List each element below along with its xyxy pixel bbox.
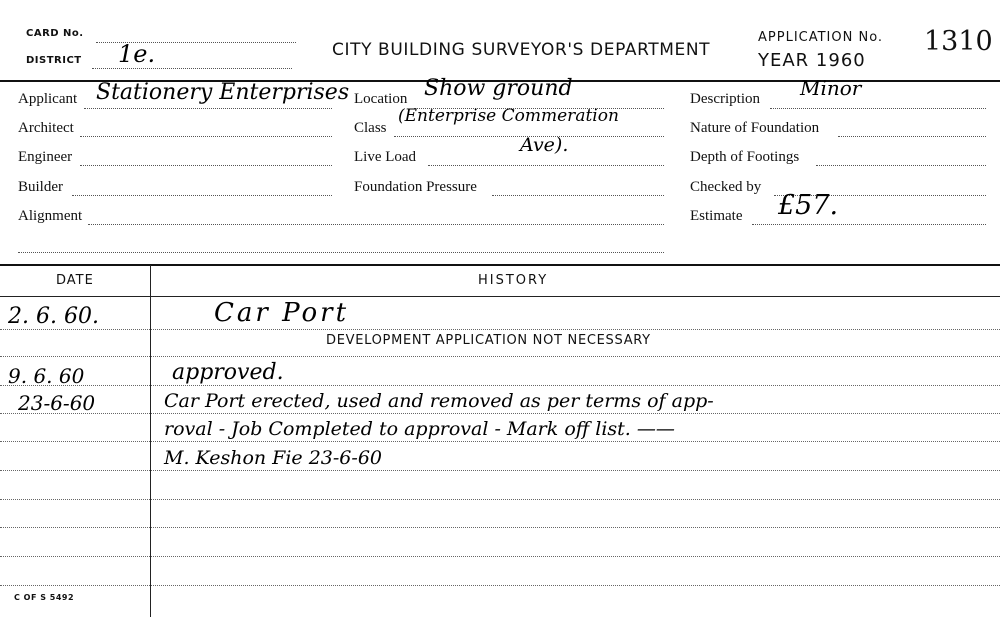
live-load-line (428, 165, 664, 166)
date-header: DATE (56, 273, 94, 288)
location-value: Show ground (424, 76, 573, 101)
entry-text: Car Port erected, used and removed as per terms of app- (164, 390, 714, 412)
form-code: C OF S 5492 (14, 593, 75, 602)
entry-text: M. Keshon Fie 23-6-60 (164, 447, 382, 469)
row-guide (0, 499, 1000, 500)
estimate-line (752, 224, 986, 225)
row-guide (0, 329, 1000, 330)
entry-date: 9. 6. 60 (8, 364, 85, 388)
builder-label: Builder (18, 179, 63, 195)
nature-line (838, 136, 986, 137)
history-header: HISTORY (478, 273, 549, 288)
blank-line (18, 252, 664, 253)
location-value-2: (Enterprise Commeration (398, 106, 619, 126)
architect-line (80, 136, 332, 137)
entry-text: approved. (172, 360, 284, 385)
row-guide (0, 556, 1000, 557)
card-no-label: CARD No. (26, 28, 84, 39)
checked-label: Checked by (690, 179, 762, 195)
estimate-value: £57. (778, 190, 839, 221)
description-line (770, 108, 986, 109)
estimate-label: Estimate (690, 208, 743, 224)
foundation-pressure-label: Foundation Pressure (354, 179, 477, 195)
department-title: CITY BUILDING SURVEYOR'S DEPARTMENT (332, 40, 711, 60)
row-guide (0, 585, 1000, 586)
alignment-label: Alignment (18, 208, 83, 224)
applicant-value: Stationery Enterprises (96, 80, 350, 105)
engineer-line (80, 165, 332, 166)
row-guide (0, 385, 1000, 386)
entry-date: 23-6-60 (18, 391, 96, 415)
row-guide (0, 470, 1000, 471)
class-label: Class (354, 120, 387, 136)
year-label: YEAR 1960 (758, 50, 866, 71)
foundation-pressure-line (492, 195, 664, 196)
district-label: DISTRICT (26, 55, 82, 66)
district-value: 1e. (118, 40, 156, 68)
location-value-3: Ave). (520, 134, 569, 156)
builder-line (72, 195, 332, 196)
applicant-line (84, 108, 332, 109)
depth-line (816, 165, 986, 166)
description-label: Description (690, 91, 760, 107)
engineer-label: Engineer (18, 149, 73, 165)
depth-label: Depth of Footings (690, 149, 800, 165)
alignment-line (88, 224, 664, 225)
entry-text: roval - Job Completed to approval - Mark off list. —— (164, 418, 675, 440)
applicant-label: Applicant (18, 91, 78, 107)
location-label: Location (354, 91, 408, 107)
row-guide (0, 441, 1000, 442)
application-no-value: 1310 (924, 26, 993, 57)
nature-label: Nature of Foundation (690, 120, 820, 136)
entry-text: Car Port (214, 298, 350, 328)
application-no-label: APPLICATION No. (758, 30, 884, 45)
row-guide (0, 413, 1000, 414)
live-load-label: Live Load (354, 149, 417, 165)
architect-label: Architect (18, 120, 74, 136)
entry-stamp: DEVELOPMENT APPLICATION NOT NECESSARY (326, 333, 651, 348)
district-line (92, 68, 292, 69)
row-guide (0, 527, 1000, 528)
row-guide (0, 356, 1000, 357)
description-value: Minor (800, 76, 862, 100)
entry-date: 2. 6. 60. (8, 304, 99, 329)
